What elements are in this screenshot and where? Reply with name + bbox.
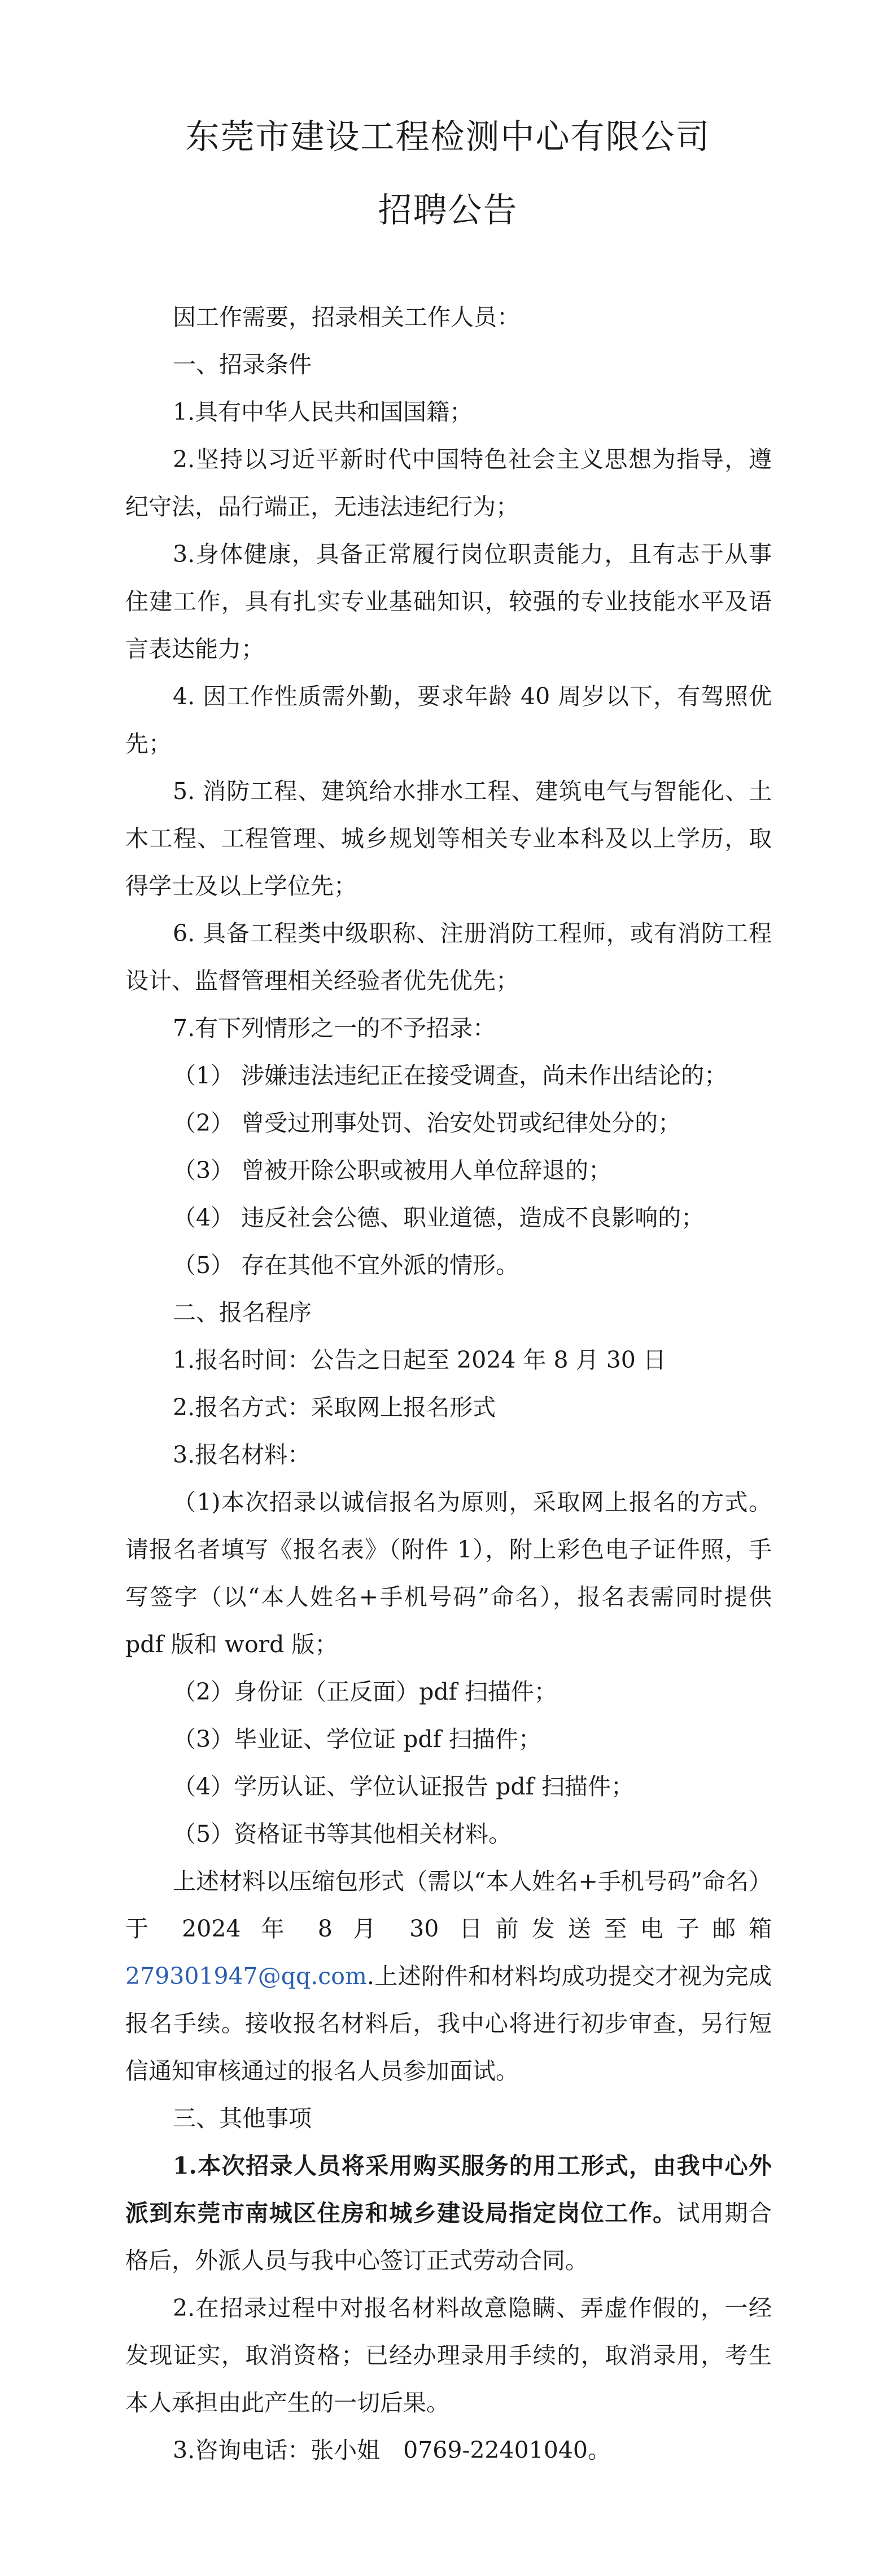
material-item: （3）毕业证、学位证 pdf 扫描件； (173, 1726, 541, 1753)
material-item: （4）学历认证、学位认证报告 pdf 扫描件； (173, 1773, 634, 1800)
exclusion-item: （4） 违反社会公德、职业道德，造成不良影响的； (173, 1204, 705, 1231)
registration-method: 2.报名方式：采取网上报名形式 (173, 1394, 496, 1421)
condition-item: 3.身体健康，具备正常履行岗位职责能力，且有志于从事住建工作，具有扎实专业基础知识，较强的专业技能水平及语言表达能力； (125, 541, 772, 662)
submission-text-part2: .上述附件和材料均成功提交才视为完成报名手续。接收报名材料后，我中心将进行初步审查，另行短信通知审核通过的报名人员参加面试。 (125, 1963, 772, 2085)
section-heading-conditions: 一、招录条件 (173, 351, 312, 378)
notice-body (125, 293, 772, 2474)
submission-text-part1: 上述材料以压缩包形式（需以“本人姓名+手机号码”命名）于 2024 年 8 月 30 日前发送至电子邮箱 (125, 1868, 772, 1942)
contact-phone: 3.咨询电话：张小姐 0769-22401040。 (173, 2437, 611, 2464)
other-item-1 (125, 2142, 772, 2284)
company-title: 东莞市建设工程检测中心有限公司 (185, 117, 711, 157)
condition-item: 5. 消防工程、建筑给水排水工程、建筑电气与智能化、土木工程、工程管理、城乡规划等相关专业本科及以上学历，取得学士及以上学位先； (125, 778, 772, 899)
intro-text: 因工作需要，招录相关工作人员： (173, 304, 520, 331)
materials-heading: 3.报名材料： (173, 1441, 311, 1468)
registration-time: 1.报名时间：公告之日起至 2024 年 8 月 30 日 (173, 1346, 666, 1373)
other-item-1-rest: 试用期合格后，外派人员与我中心签订正式劳动合同。 (125, 2200, 772, 2274)
exclusion-item: （5） 存在其他不宜外派的情形。 (173, 1252, 519, 1279)
section-heading-procedure: 二、报名程序 (173, 1299, 312, 1326)
other-item-2: 2.在招录过程中对报名材料故意隐瞒、弄虚作假的，一经发现证实，取消资格；已经办理录用手续的，取消录用，考生本人承担由此产生的一切后果。 (125, 2294, 772, 2416)
exclusion-item: （3） 曾被开除公职或被用人单位辞退的； (173, 1157, 612, 1184)
notice-title: 招聘公告 (378, 191, 518, 230)
condition-item: 7.有下列情形之一的不予招录： (173, 1015, 496, 1042)
submission-instructions (125, 1858, 772, 2095)
condition-item: 6. 具备工程类中级职称、注册消防工程师，或有消防工程设计、监督管理相关经验者优先优先； (125, 920, 772, 994)
condition-item: 4. 因工作性质需外勤，要求年龄 40 周岁以下，有驾照优先； (125, 683, 772, 757)
material-item: （2）身份证（正反面）pdf 扫描件； (173, 1678, 557, 1705)
condition-item: 1.具有中华人民共和国国籍； (173, 398, 473, 425)
other-item-1-bold: 1.本次招录人员将采用购买服务的用工形式，由我中心外派到东莞市南城区住房和城乡建设局指定岗位工作。 (125, 2152, 772, 2227)
email-link[interactable]: 279301947@qq.com (125, 1963, 367, 1990)
material-item: （1)本次招录以诚信报名为原则，采取网上报名的方式。请报名者填写《报名表》（附件 1），附上彩色电子证件照，手写签字（以“本人姓名+手机号码”命名），报名表需同时提供 pdf 版和 word 版； (125, 1489, 772, 1658)
exclusion-item: （1） 涉嫌违法违纪正在接受调查，尚未作出结论的； (173, 1062, 728, 1089)
exclusion-item: （2） 曾受过刑事处罚、治安处罚或纪律处分的； (173, 1109, 681, 1136)
section-heading-other: 三、其他事项 (173, 2105, 312, 2132)
condition-item: 2.坚持以习近平新时代中国特色社会主义思想为指导，遵纪守法，品行端正，无违法违纪行为； (125, 446, 772, 520)
material-item: （5）资格证书等其他相关材料。 (173, 1820, 512, 1847)
